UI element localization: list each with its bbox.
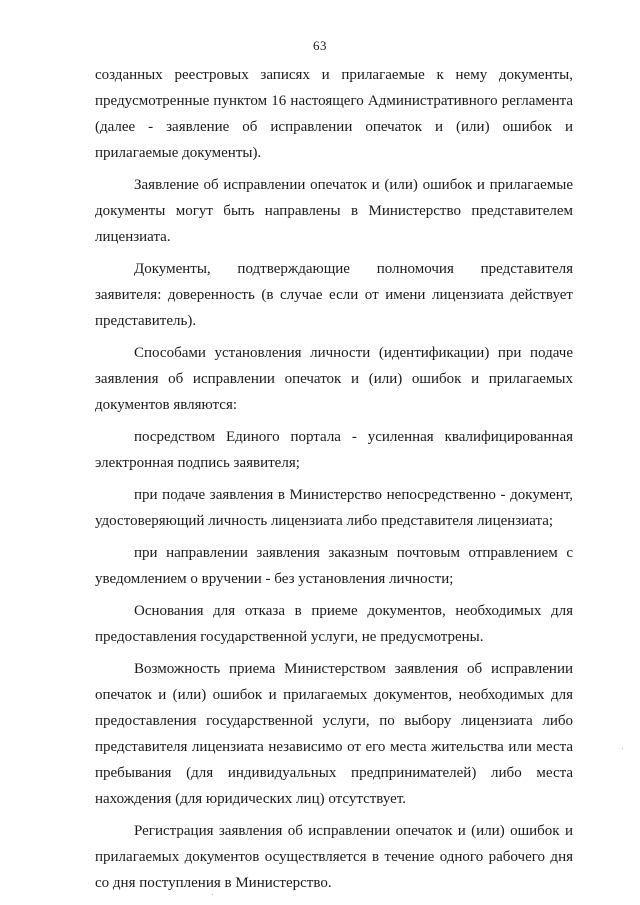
paragraph-continuation: созданных реестровых записях и прилагаемые к нему документы, предусмотренные пунктом 16 настоящего Административного регламента (далее - заявление об исправлении опечаток и (или) ошибок и прилагаемые документы). <box>95 67 573 161</box>
document-body <box>95 62 573 902</box>
paragraph: Документы, подтверждающие полномочия представителя заявителя: доверенность (в случае если от имени лицензиата действует представитель). <box>95 261 573 329</box>
paragraph: Способами установления личности (идентификации) при подаче заявления об исправлении опечаток и (или) ошибок и прилагаемых документов являются: <box>95 345 573 413</box>
paragraph: посредством Единого портала - усиленная квалифицированная электронная подпись заявителя; <box>95 429 573 471</box>
paragraph: Основания для отказа в приеме документов, необходимых для предоставления государственной услуги, не предусмотрены. <box>95 603 573 645</box>
paragraph: Регистрация заявления об исправлении опечаток и (или) ошибок и прилагаемых документов осуществляется в течение одного рабочего дня со дня поступления в Министерство. <box>95 823 573 891</box>
paragraph: Заявление об исправлении опечаток и (или) ошибок и прилагаемые документы могут быть направлены в Министерство представителем лицензиата. <box>95 177 573 245</box>
paragraph: Возможность приема Министерством заявления об исправлении опечаток и (или) ошибок и прилагаемых документов, необходимых для предоставления государственной услуги, по выбору лицензиата либо представителя лицензиата независимо от его места жительства или места пребывания (для индивидуальных предпринимателей) либо места нахождения (для юридических лиц) отсутствует. <box>95 661 573 807</box>
page-number: 63 <box>313 38 327 53</box>
paragraph: при подаче заявления в Министерство непосредственно - документ, удостоверяющий личность лицензиата либо представителя лицензиата; <box>95 487 573 529</box>
scan-speck <box>212 894 213 895</box>
scan-speck <box>622 748 623 749</box>
paragraph: при направлении заявления заказным почтовым отправлением с уведомлением о вручении - без установления личности; <box>95 545 573 587</box>
